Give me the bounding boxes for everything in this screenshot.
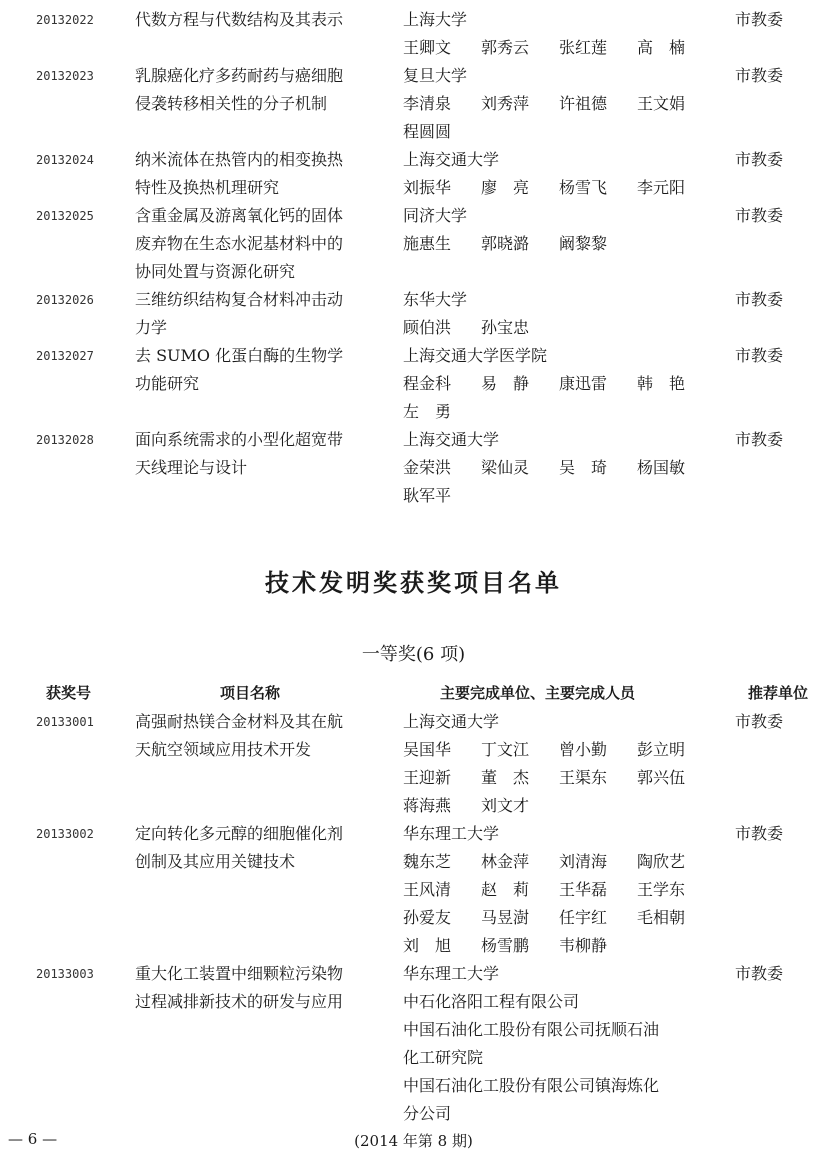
units-and-people: [403, 202, 735, 258]
project-name-line: 高强耐热镁合金材料及其在航: [135, 712, 344, 731]
person-name: 程金科: [403, 374, 452, 393]
people-list: [403, 736, 735, 820]
person-name: 韩 艳: [637, 374, 686, 393]
person-name: 梁仙灵: [481, 458, 530, 477]
completion-unit: 中石化洛阳工程有限公司: [403, 992, 580, 1011]
project-name-line: 面向系统需求的小型化超宽带: [135, 430, 344, 449]
completion-unit: 华东理工大学: [403, 964, 500, 983]
project-name: [135, 708, 403, 764]
recommender: 市教委: [735, 66, 784, 85]
person-name: 毛相朝: [637, 908, 686, 927]
people-list: [403, 174, 735, 202]
section-title: 技术发明奖获奖项目名单: [265, 569, 562, 597]
person-name: 康迅雷: [559, 374, 608, 393]
person-name: 李清泉: [403, 94, 452, 113]
project-name-line: 废弃物在生态水泥基材料中的: [135, 234, 344, 253]
people-list: [403, 34, 735, 62]
units-and-people: [403, 146, 735, 202]
people-list: [403, 314, 735, 342]
header-recommender: 推荐单位: [748, 684, 809, 702]
project-name-line: 去 SUMO 化蛋白酶的生物学: [135, 346, 344, 365]
table-row: [0, 960, 827, 1128]
person-name: 李元阳: [637, 178, 686, 197]
project-name-line: 天线理论与设计: [135, 458, 248, 477]
project-name-line: 力学: [135, 318, 168, 337]
project-name-line: 重大化工装置中细颗粒污染物: [135, 964, 344, 983]
project-name-line: 过程减排新技术的研发与应用: [135, 992, 344, 1011]
completion-unit: 上海交通大学: [403, 150, 500, 169]
person-name: 施惠生: [403, 234, 452, 253]
units-and-people: [403, 708, 735, 820]
project-name-line: 侵袭转移相关性的分子机制: [135, 94, 328, 113]
person-name: 王迎新: [403, 768, 452, 787]
project-name-line: 乳腺癌化疗多药耐药与癌细胞: [135, 66, 344, 85]
award-number: 20132027: [36, 349, 94, 363]
person-name: 丁文江: [481, 740, 530, 759]
person-name: 王卿文: [403, 38, 452, 57]
person-name: 王渠东: [559, 768, 608, 787]
recommender: 市教委: [735, 290, 784, 309]
people-list: [403, 90, 735, 146]
person-name: 金荣洪: [403, 458, 452, 477]
person-name: 彭立明: [637, 740, 686, 759]
completion-unit: 上海大学: [403, 10, 468, 29]
award-table-bottom: [0, 708, 827, 1128]
person-name: 郭晓潞: [481, 234, 530, 253]
award-number: 20132025: [36, 209, 94, 223]
person-name: 高 楠: [637, 38, 686, 57]
person-name: 易 静: [481, 374, 530, 393]
person-name: 王文娟: [637, 94, 686, 113]
project-name-line: 代数方程与代数结构及其表示: [135, 10, 344, 29]
person-name: 刘清海: [559, 852, 608, 871]
issue-label: (2014 年第 8 期): [354, 1132, 473, 1150]
completion-unit: 化工研究院: [403, 1048, 484, 1067]
recommender: 市教委: [735, 824, 784, 843]
person-name: 刘秀萍: [481, 94, 530, 113]
project-name: [135, 146, 403, 202]
project-name-line: 天航空领域应用技术开发: [135, 740, 312, 759]
prize-level-title: 一等奖(6 项): [361, 644, 466, 665]
award-number: 20132024: [36, 153, 94, 167]
table-row: [0, 426, 827, 510]
completion-unit: 复旦大学: [403, 66, 468, 85]
project-name-line: 特性及换热机理研究: [135, 178, 280, 197]
page-number: — 6 —: [8, 1130, 58, 1148]
person-name: 董 杰: [481, 768, 530, 787]
table-row: [0, 202, 827, 286]
person-name: 杨雪飞: [559, 178, 608, 197]
table-row: [0, 286, 827, 342]
award-number: 20132022: [36, 13, 94, 27]
person-name: 孙宝忠: [481, 318, 530, 337]
person-name: 孙爱友: [403, 908, 452, 927]
completion-unit: 华东理工大学: [403, 824, 500, 843]
person-name: 王学东: [637, 880, 686, 899]
table-row: [0, 820, 827, 960]
person-name: 蒋海燕: [403, 796, 452, 815]
award-number: 20132023: [36, 69, 94, 83]
people-list: [403, 848, 735, 960]
units-and-people: [403, 62, 735, 146]
project-name-line: 纳米流体在热管内的相变换热: [135, 150, 344, 169]
award-number: 20132028: [36, 433, 94, 447]
project-name-line: 定向转化多元醇的细胞催化剂: [135, 824, 344, 843]
table-row: [0, 6, 827, 62]
units-and-people: [403, 820, 735, 960]
table-row: [0, 708, 827, 820]
units-and-people: [403, 286, 735, 342]
award-table-top: [0, 6, 827, 510]
project-name: [135, 426, 403, 482]
project-name: [135, 202, 403, 286]
people-list: [403, 454, 735, 510]
project-name: [135, 6, 403, 34]
person-name: 魏东芝: [403, 852, 452, 871]
person-name: 赵 莉: [481, 880, 530, 899]
project-name-line: 创制及其应用关键技术: [135, 852, 296, 871]
person-name: 刘 旭: [403, 936, 452, 955]
units-and-people: [403, 960, 735, 1128]
completion-unit: 东华大学: [403, 290, 468, 309]
people-list: [403, 230, 735, 258]
award-number: 20133003: [36, 967, 94, 981]
person-name: 阚黎黎: [559, 234, 608, 253]
award-number: 20133001: [36, 715, 94, 729]
recommender: 市教委: [735, 712, 784, 731]
project-name-line: 协同处置与资源化研究: [135, 262, 296, 281]
project-name-line: 三维纺织结构复合材料冲击动: [135, 290, 344, 309]
person-name: 任宇红: [559, 908, 608, 927]
person-name: 王华磊: [559, 880, 608, 899]
recommender: 市教委: [735, 964, 784, 983]
header-award-number: 获奖号: [46, 684, 92, 702]
project-name: [135, 960, 403, 1016]
table-row: [0, 62, 827, 146]
person-name: 刘振华: [403, 178, 452, 197]
recommender: 市教委: [735, 346, 784, 365]
person-name: 马昱澍: [481, 908, 530, 927]
person-name: 廖 亮: [481, 178, 530, 197]
person-name: 张红莲: [559, 38, 608, 57]
project-name: [135, 62, 403, 118]
units-and-people: [403, 342, 735, 426]
units-and-people: [403, 6, 735, 62]
person-name: 杨国敏: [637, 458, 686, 477]
award-number: 20133002: [36, 827, 94, 841]
completion-unit: 中国石油化工股份有限公司镇海炼化: [403, 1076, 660, 1095]
project-name-line: 含重金属及游离氧化钙的固体: [135, 206, 344, 225]
table-row: [0, 342, 827, 426]
person-name: 陶欣艺: [637, 852, 686, 871]
people-list: [403, 370, 735, 426]
person-name: 郭兴伍: [637, 768, 686, 787]
person-name: 顾伯洪: [403, 318, 452, 337]
completion-unit: 中国石油化工股份有限公司抚顺石油: [403, 1020, 660, 1039]
person-name: 韦柳静: [559, 936, 608, 955]
person-name: 王风清: [403, 880, 452, 899]
project-name-line: 功能研究: [135, 374, 200, 393]
completion-unit: 同济大学: [403, 206, 468, 225]
person-name: 杨雪鹏: [481, 936, 530, 955]
units-and-people: [403, 426, 735, 510]
person-name: 林金萍: [481, 852, 530, 871]
completion-unit: 上海交通大学: [403, 712, 500, 731]
award-number: 20132026: [36, 293, 94, 307]
recommender: 市教委: [735, 206, 784, 225]
completion-unit: 上海交通大学: [403, 430, 500, 449]
person-name: 曾小勤: [559, 740, 608, 759]
person-name: 郭秀云: [481, 38, 530, 57]
project-name: [135, 286, 403, 342]
recommender: 市教委: [735, 10, 784, 29]
header-project-name: 项目名称: [220, 684, 281, 702]
person-name: 吴国华: [403, 740, 452, 759]
recommender: 市教委: [735, 150, 784, 169]
person-name: 吴 琦: [559, 458, 608, 477]
person-name: 左 勇: [403, 402, 452, 421]
table-row: [0, 146, 827, 202]
header-units-people: 主要完成单位、主要完成人员: [440, 684, 636, 702]
person-name: 耿军平: [403, 486, 452, 505]
completion-unit: 上海交通大学医学院: [403, 346, 548, 365]
project-name: [135, 342, 403, 398]
person-name: 许祖德: [559, 94, 608, 113]
completion-unit: 分公司: [403, 1104, 452, 1123]
person-name: 刘文才: [481, 796, 530, 815]
person-name: 程圆圆: [403, 122, 452, 141]
project-name: [135, 820, 403, 876]
recommender: 市教委: [735, 430, 784, 449]
